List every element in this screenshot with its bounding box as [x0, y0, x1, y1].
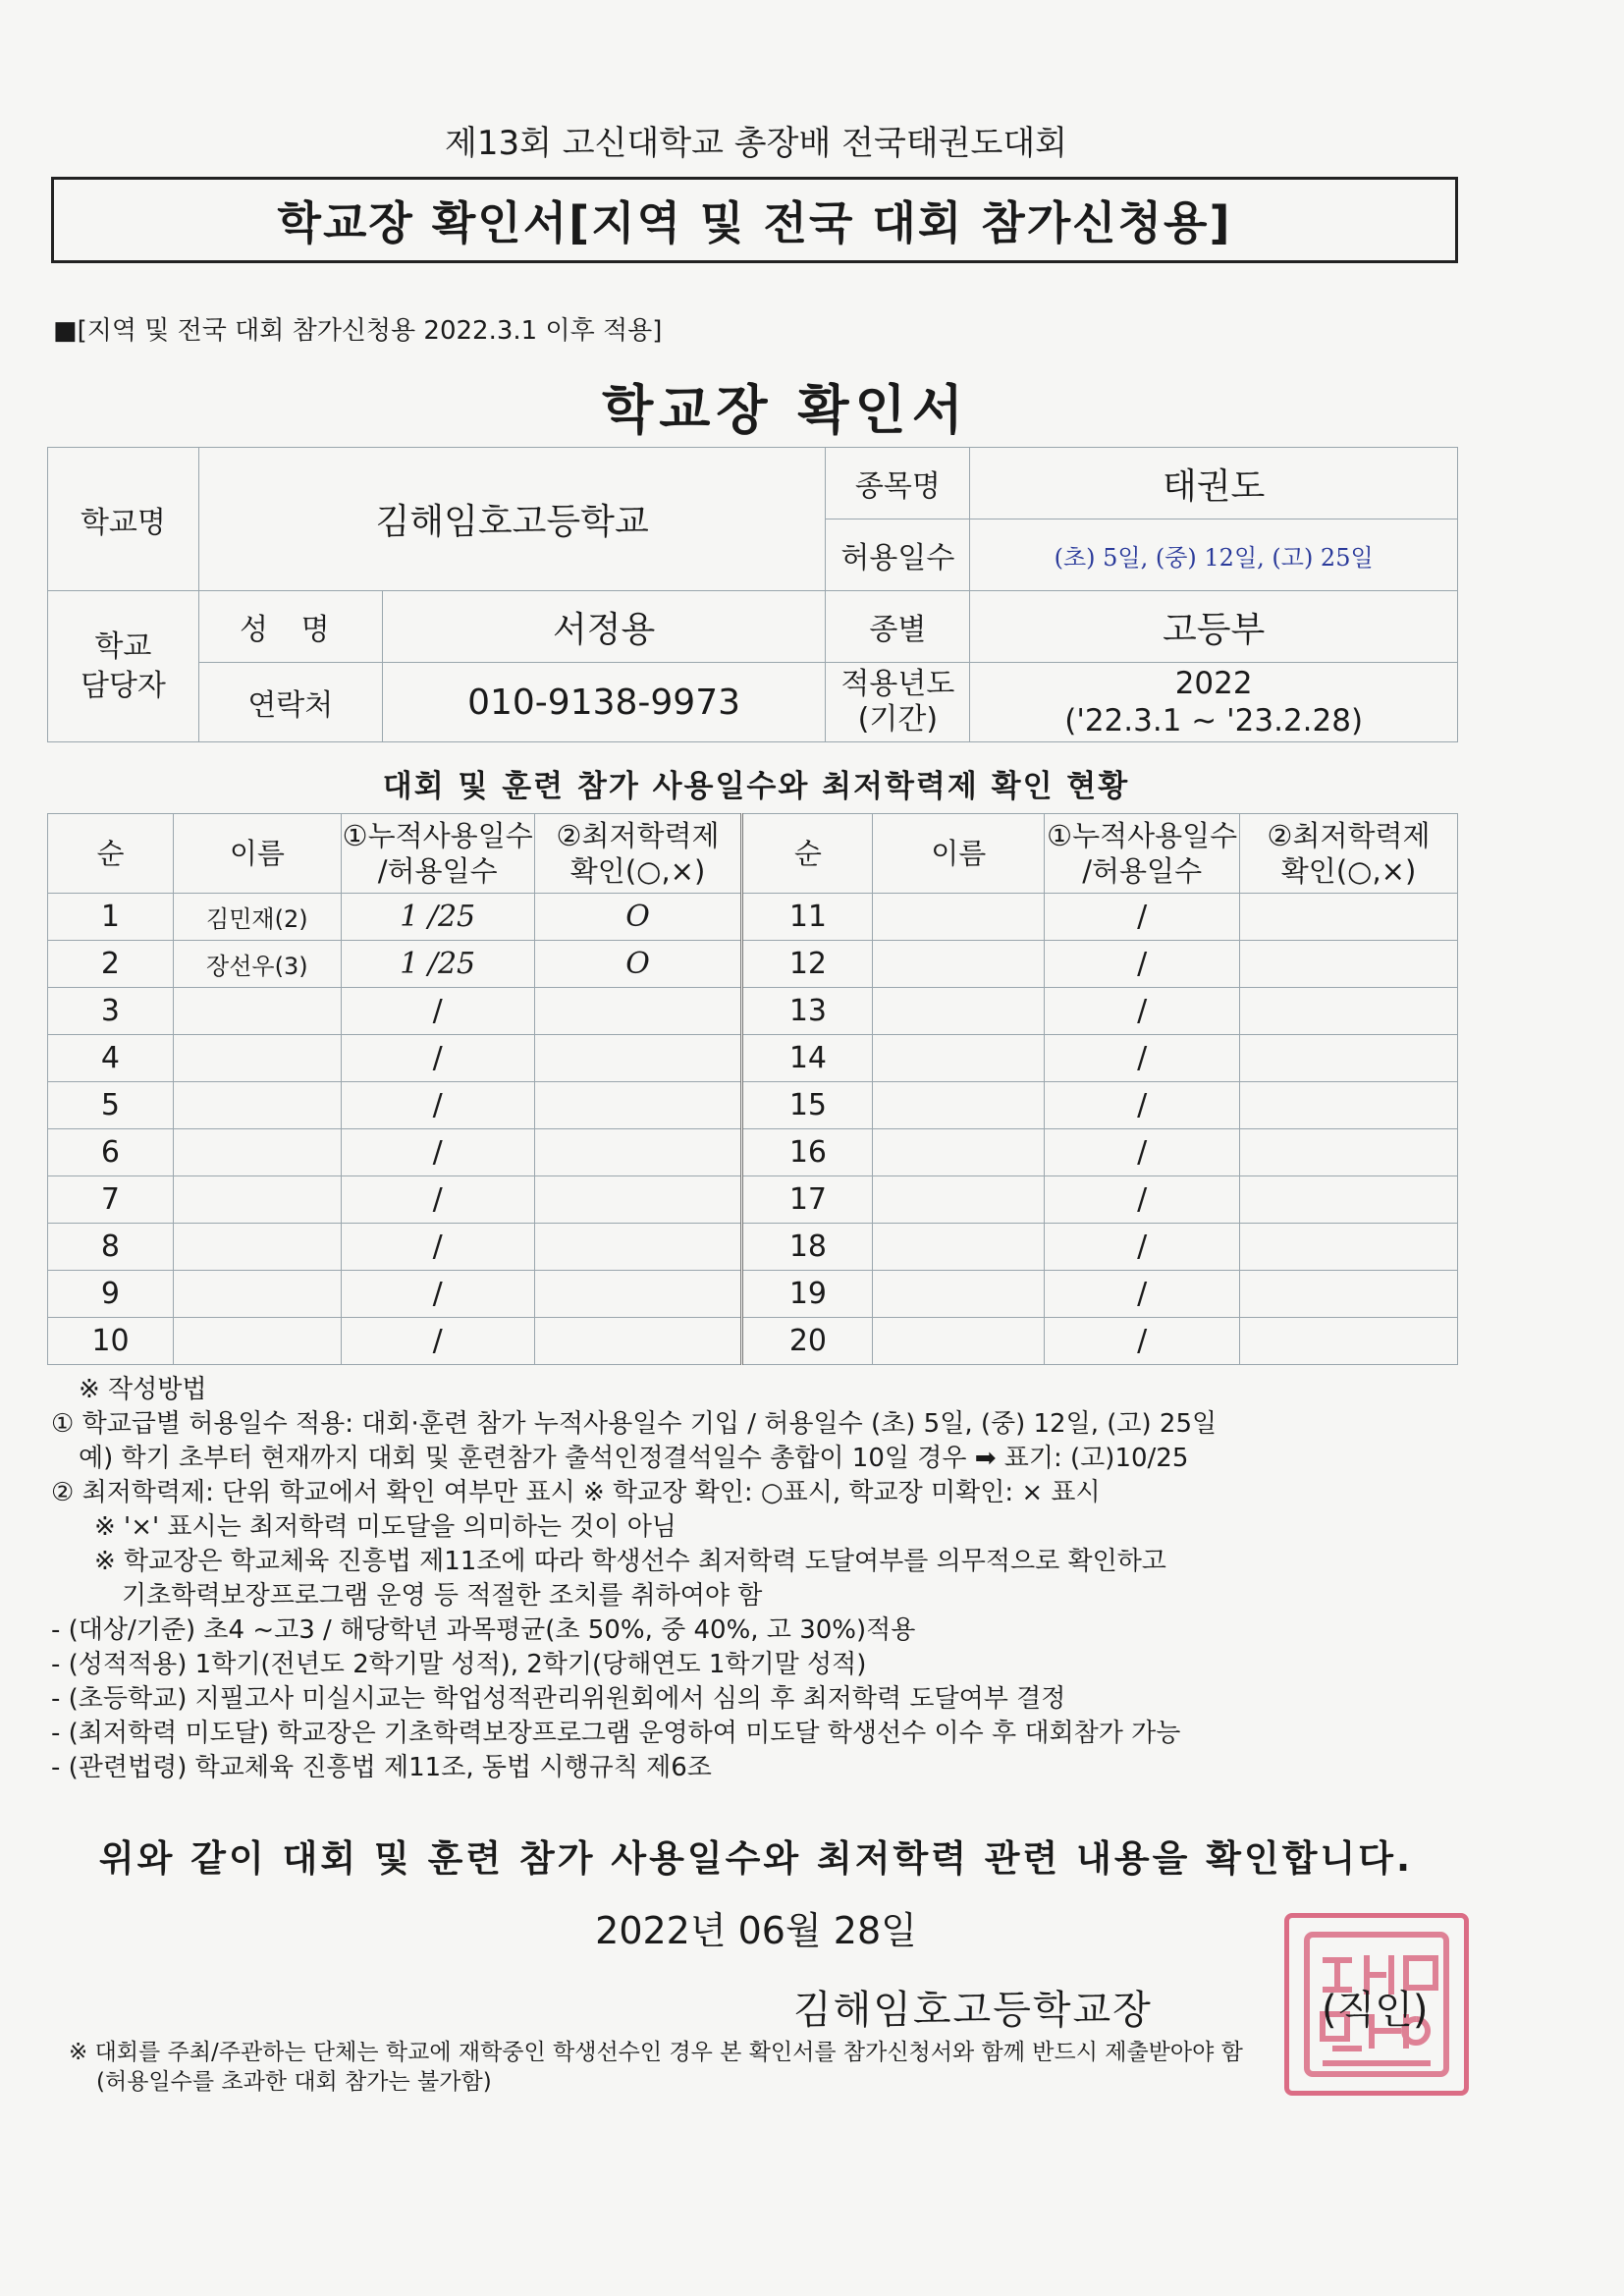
- instruction-line: - (대상/기준) 초4 ~고3 / 해당학년 과목평균(초 50%, 중 40%, 고 30%)적용: [51, 1615, 916, 1645]
- allowed-days-value: (초) 5일, (중) 12일, (고) 25일: [970, 519, 1458, 591]
- header-name: 이름: [173, 814, 341, 894]
- roster-cell-days: /: [1045, 1035, 1240, 1082]
- roster-cell-academic: [1240, 988, 1458, 1035]
- roster-cell-days: /: [1045, 1318, 1240, 1365]
- roster-cell-name: 장선우(3): [173, 941, 341, 988]
- instruction-line: - (초등학교) 지필고사 미실시교는 학업성적관리위원회에서 심의 후 최저학력 도달여부 결정: [51, 1684, 1066, 1714]
- roster-cell-days: /: [1045, 1176, 1240, 1224]
- school-label: 학교명: [48, 448, 199, 591]
- roster-cell-days: /: [341, 1224, 534, 1271]
- roster-cell-no: 8: [48, 1224, 174, 1271]
- roster-cell-name: [873, 1035, 1045, 1082]
- instruction-line: ※ 작성방법: [79, 1375, 207, 1404]
- roster-cell-name: [173, 1271, 341, 1318]
- table-row: [48, 988, 1458, 1035]
- roster-cell-academic: [534, 1318, 742, 1365]
- table-row: [48, 1224, 1458, 1271]
- event-title: 제13회 고신대학교 총장배 전국태권도대회: [444, 124, 1068, 163]
- roster-cell-no: 11: [742, 894, 873, 941]
- roster-cell-no: 17: [742, 1176, 873, 1224]
- header-name: 이름: [873, 814, 1045, 894]
- roster-cell-name: [173, 1176, 341, 1224]
- table-row: [48, 1271, 1458, 1318]
- roster-cell-days: 1 /25: [341, 941, 534, 988]
- instruction-line: ※ 학교장은 학교체육 진흥법 제11조에 따라 학생선수 최저학력 도달여부를 의무적으로 확인하고: [94, 1547, 1166, 1576]
- roster-cell-name: [873, 1271, 1045, 1318]
- roster-cell-days: /: [1045, 894, 1240, 941]
- roster-cell-academic: [1240, 1035, 1458, 1082]
- roster-cell-no: 20: [742, 1318, 873, 1365]
- applicability-note: ■[지역 및 전국 대회 참가신청용 2022.3.1 이후 적용]: [53, 316, 663, 346]
- roster-cell-no: 16: [742, 1129, 873, 1176]
- roster-cell-days: /: [341, 1035, 534, 1082]
- roster-cell-name: [173, 1318, 341, 1365]
- school-value: 김해임호고등학교: [198, 448, 826, 591]
- header-no: 순: [742, 814, 873, 894]
- table-row: [48, 1129, 1458, 1176]
- school-info-table: [47, 447, 1458, 742]
- roster-cell-no: 18: [742, 1224, 873, 1271]
- roster-cell-academic: [1240, 941, 1458, 988]
- roster-cell-days: /: [1045, 941, 1240, 988]
- roster-cell-name: [873, 1129, 1045, 1176]
- division-value: 고등부: [970, 591, 1458, 663]
- header-days: ①누적사용일수 /허용일수: [341, 814, 534, 894]
- table-row: [48, 1035, 1458, 1082]
- roster-cell-name: [873, 1224, 1045, 1271]
- header-days: ①누적사용일수 /허용일수: [1045, 814, 1240, 894]
- instruction-line: ② 최저학력제: 단위 학교에서 확인 여부만 표시 ※ 학교장 확인: ○표시, 학교장 미확인: × 표시: [51, 1478, 1101, 1507]
- roster-cell-academic: [534, 1176, 742, 1224]
- instruction-line: - (최저학력 미도달) 학교장은 기초학력보장프로그램 운영하여 미도달 학생선수 이수 후 대회참가 가능: [51, 1719, 1181, 1748]
- instruction-line: 예) 학기 초부터 현재까지 대회 및 훈련참가 출석인정결석일수 총합이 10일 경우 ➡ 표기: (고)10/25: [79, 1444, 1189, 1473]
- instruction-line: 기초학력보장프로그램 운영 등 적절한 조치를 취하여야 함: [122, 1581, 763, 1611]
- table-row: [48, 941, 1458, 988]
- roster-cell-days: 1 /25: [341, 894, 534, 941]
- header-academic: ②최저학력제 확인(○,×): [534, 814, 742, 894]
- roster-cell-no: 13: [742, 988, 873, 1035]
- year-cell: [970, 663, 1458, 742]
- table-row: [48, 894, 1458, 941]
- roster-cell-academic: [1240, 894, 1458, 941]
- seal-mark-text: (직인): [1322, 1988, 1429, 2033]
- roster-cell-academic: [1240, 1318, 1458, 1365]
- roster-cell-no: 4: [48, 1035, 174, 1082]
- roster-cell-days: /: [341, 1271, 534, 1318]
- roster-cell-academic: O: [534, 941, 742, 988]
- roster-cell-name: [173, 1224, 341, 1271]
- footnote-line-2: (허용일수를 초과한 대회 참가는 불가함): [96, 2069, 492, 2095]
- roster-cell-no: 12: [742, 941, 873, 988]
- roster-cell-days: /: [1045, 1129, 1240, 1176]
- roster-cell-days: /: [341, 1129, 534, 1176]
- roster-cell-days: /: [1045, 1224, 1240, 1271]
- roster-cell-no: 5: [48, 1082, 174, 1129]
- table-row: [48, 1318, 1458, 1365]
- roster-cell-academic: [1240, 1271, 1458, 1318]
- roster-cell-days: /: [1045, 988, 1240, 1035]
- instruction-line: - (성적적용) 1학기(전년도 2학기말 성적), 2학기(당해연도 1학기말 성적): [51, 1650, 867, 1679]
- page-title: 학교장 확인서: [602, 379, 969, 441]
- table-row: [48, 1082, 1458, 1129]
- year-label: 적용년도 (기간): [826, 663, 970, 742]
- issue-date: 2022년 06월 28일: [595, 1909, 917, 1952]
- footnote-line-1: ※ 대회를 주최/주관하는 단체는 학교에 재학중인 학생선수인 경우 본 확인서를 참가신청서와 함께 반드시 제출받아야 함: [69, 2040, 1243, 2065]
- roster-cell-academic: [534, 1035, 742, 1082]
- roster-cell-name: [873, 1082, 1045, 1129]
- roster-cell-no: 9: [48, 1271, 174, 1318]
- roster-cell-days: /: [341, 1176, 534, 1224]
- contact-value: 010-9138-9973: [382, 663, 826, 742]
- instruction-line: ※ '×' 표시는 최저학력 미도달을 의미하는 것이 아님: [94, 1512, 677, 1542]
- document-title-box: 학교장 확인서[지역 및 전국 대회 참가신청용]: [51, 177, 1458, 263]
- roster-cell-no: 7: [48, 1176, 174, 1224]
- footnote: [69, 2038, 1243, 2097]
- instructions: [51, 1373, 1465, 1785]
- roster-header-row: [48, 814, 1458, 894]
- roster-cell-academic: O: [534, 894, 742, 941]
- roster-cell-no: 1: [48, 894, 174, 941]
- roster-cell-academic: [1240, 1129, 1458, 1176]
- sport-label: 종목명: [826, 448, 970, 519]
- roster-cell-name: [873, 1176, 1045, 1224]
- roster-cell-academic: [1240, 1082, 1458, 1129]
- roster-cell-name: 김민재(2): [173, 894, 341, 941]
- manager-label: 학교 담당자: [48, 591, 199, 742]
- roster-cell-days: /: [341, 1318, 534, 1365]
- sport-value: 태권도: [970, 448, 1458, 519]
- instruction-line: - (관련법령) 학교체육 진흥법 제11조, 동법 시행규칙 제6조: [51, 1753, 712, 1782]
- roster-cell-no: 3: [48, 988, 174, 1035]
- roster-table: [47, 813, 1458, 1365]
- roster-cell-name: [873, 1318, 1045, 1365]
- roster-cell-no: 2: [48, 941, 174, 988]
- roster-cell-no: 14: [742, 1035, 873, 1082]
- roster-cell-academic: [534, 1082, 742, 1129]
- roster-cell-name: [173, 1082, 341, 1129]
- roster-cell-name: [873, 988, 1045, 1035]
- roster-cell-no: 10: [48, 1318, 174, 1365]
- roster-cell-name: [873, 941, 1045, 988]
- name-label: 성 명: [198, 591, 382, 663]
- principal-name: 김해임호고등학교장: [793, 1988, 1153, 2033]
- table-row: [48, 1176, 1458, 1224]
- division-label: 종별: [826, 591, 970, 663]
- roster-cell-academic: [1240, 1224, 1458, 1271]
- roster-cell-academic: [534, 1224, 742, 1271]
- name-value: 서정용: [382, 591, 826, 663]
- roster-cell-academic: [534, 1271, 742, 1318]
- roster-cell-days: /: [341, 1082, 534, 1129]
- roster-cell-name: [173, 1129, 341, 1176]
- roster-cell-no: 19: [742, 1271, 873, 1318]
- roster-cell-academic: [1240, 1176, 1458, 1224]
- contact-label: 연락처: [198, 663, 382, 742]
- roster-cell-name: [173, 988, 341, 1035]
- roster-cell-no: 6: [48, 1129, 174, 1176]
- roster-title: 대회 및 훈련 참가 사용일수와 최저학력제 확인 현황: [382, 769, 1130, 804]
- roster-cell-no: 15: [742, 1082, 873, 1129]
- roster-cell-days: /: [341, 988, 534, 1035]
- confirmation-statement: 위와 같이 대회 및 훈련 참가 사용일수와 최저학력 관련 내용을 확인합니다.: [98, 1837, 1414, 1880]
- roster-cell-academic: [534, 988, 742, 1035]
- year-value: 2022: [1174, 666, 1253, 701]
- allowed-days-label: 허용일수: [826, 519, 970, 591]
- roster-cell-academic: [534, 1129, 742, 1176]
- roster-cell-name: [173, 1035, 341, 1082]
- period-value: ('22.3.1 ~ '23.2.28): [1064, 703, 1364, 738]
- header-academic: ②최저학력제 확인(○,×): [1240, 814, 1458, 894]
- roster-cell-days: /: [1045, 1082, 1240, 1129]
- roster-cell-days: /: [1045, 1271, 1240, 1318]
- header-no: 순: [48, 814, 174, 894]
- roster-cell-name: [873, 894, 1045, 941]
- instruction-line: ① 학교급별 허용일수 적용: 대회·훈련 참가 누적사용일수 기입 / 허용일수 (초) 5일, (중) 12일, (고) 25일: [51, 1409, 1218, 1439]
